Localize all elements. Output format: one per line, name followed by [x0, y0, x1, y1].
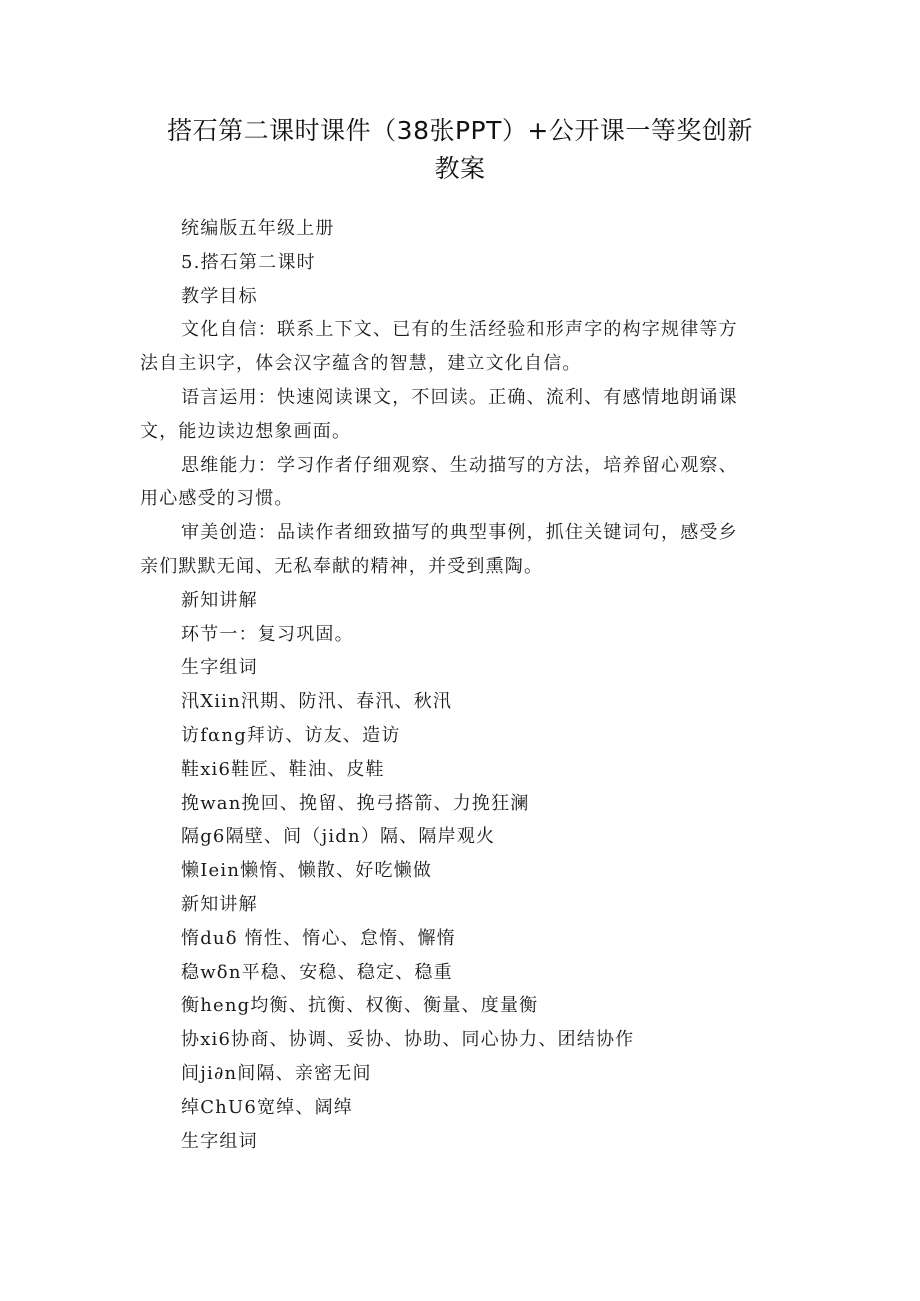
text-line: 语言运用：快速阅读课文，不回读。正确、流利、有感情地朗诵课 [181, 386, 738, 408]
text-line: 访fαng拜访、访友、造访 [181, 724, 401, 746]
text-line: 文化自信：联系上下文、已有的生活经验和形声字的构字规律等方 [181, 319, 738, 341]
text-line: 教学目标 [181, 285, 258, 307]
text-line: 环节一：复习巩固。 [181, 623, 354, 645]
text-line: 亲们默默无闻、无私奉献的精神，并受到熏陶。 [140, 555, 544, 577]
text-line: 隔g6隔壁、间（jidn）隔、隔岸观火 [181, 826, 496, 848]
text-line: 间ji∂n间隔、亲密无间 [181, 1062, 372, 1084]
text-line: 汛Xiin汛期、防汛、春汛、秋汛 [181, 691, 453, 713]
text-line: 挽wan挽回、挽留、挽弓搭箭、力挽狂澜 [181, 792, 530, 814]
text-line: 生字组词 [181, 1130, 258, 1152]
text-line: 新知讲解 [181, 589, 258, 611]
text-line: 文，能边读边想象画面。 [140, 420, 352, 442]
text-line: 审美创造：品读作者细致描写的典型事例，抓住关键词句，感受乡 [181, 522, 738, 544]
text-line: 5.搭石第二课时 [181, 251, 316, 273]
text-line: 用心感受的习惯。 [140, 488, 294, 510]
document-title [150, 112, 770, 188]
text-line: 协xi6协商、协调、妥协、协助、同心协力、团结协作 [181, 1029, 635, 1051]
text-line: 惰duδ 惰性、惰心、怠惰、懈惰 [181, 927, 456, 949]
title-line-2: 教案 [434, 154, 486, 183]
text-line: 衡heng均衡、抗衡、权衡、衡量、度量衡 [181, 995, 539, 1017]
text-line: 统编版五年级上册 [181, 218, 335, 239]
text-line: 新知讲解 [181, 893, 258, 915]
text-line: 法自主识字，体会汉字蕴含的智慧，建立文化自信。 [140, 353, 582, 375]
title-line-1: 搭石第二课时课件（38张PPT）+公开课一等奖创新 [167, 116, 753, 145]
document-body [140, 212, 780, 1158]
text-line: 生字组词 [181, 657, 258, 679]
text-line: 懒Iein懒惰、懒散、好吃懒做 [181, 860, 433, 882]
text-line: 稳wδn平稳、安稳、稳定、稳重 [181, 961, 453, 983]
text-line: 鞋xi6鞋匠、鞋油、皮鞋 [181, 758, 385, 780]
text-line: 绰ChU6宽绰、阔绰 [181, 1096, 353, 1118]
text-line: 思维能力：学习作者仔细观察、生动描写的方法，培养留心观察、 [181, 454, 738, 476]
